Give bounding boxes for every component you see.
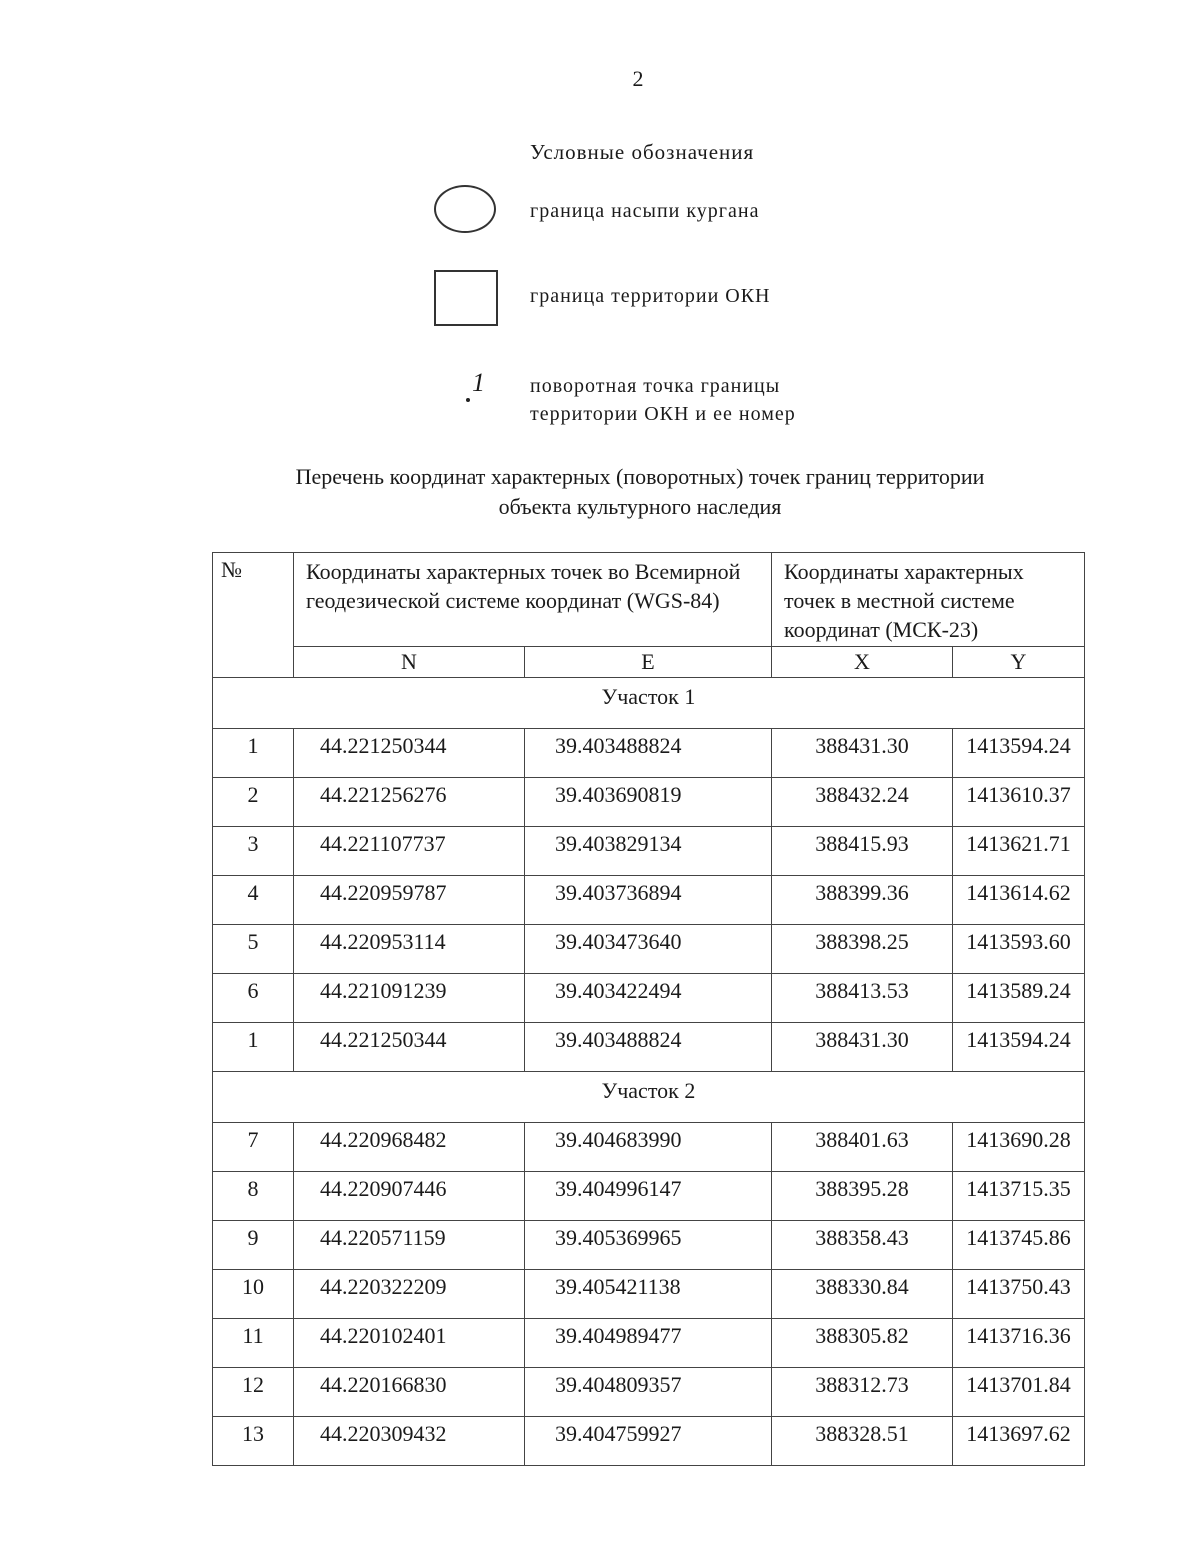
y-cell: 1413750.43: [953, 1270, 1085, 1319]
header-x: X: [772, 647, 953, 678]
n-cell: 44.220959787: [294, 876, 525, 925]
e-cell: 39.404989477: [525, 1319, 772, 1368]
n-cell: 44.220166830: [294, 1368, 525, 1417]
x-cell: 388312.73: [772, 1368, 953, 1417]
x-cell: 388398.25: [772, 925, 953, 974]
n-cell: 44.220968482: [294, 1123, 525, 1172]
table-row: [213, 1123, 1085, 1172]
point-number-cell: 11: [213, 1319, 294, 1368]
y-cell: 1413701.84: [953, 1368, 1085, 1417]
legend-title: Условные обозначения: [530, 140, 755, 164]
e-cell: 39.405369965: [525, 1221, 772, 1270]
table-heading: [180, 462, 1100, 522]
x-cell: 388358.43: [772, 1221, 953, 1270]
n-cell: 44.220322209: [294, 1270, 525, 1319]
table-row: [213, 827, 1085, 876]
header-msk: Координаты характерных точек в местной системе координат (МСК-23): [772, 553, 1085, 647]
n-cell: 44.220309432: [294, 1417, 525, 1466]
y-cell: 1413593.60: [953, 925, 1085, 974]
x-cell: 388305.82: [772, 1319, 953, 1368]
table-row: [213, 729, 1085, 778]
table-row: [213, 1172, 1085, 1221]
point-number-cell: 8: [213, 1172, 294, 1221]
header-num: №: [213, 553, 294, 678]
legend-label-mound: граница насыпи кургана: [530, 200, 760, 222]
table-heading-line2: объекта культурного наследия: [498, 494, 782, 519]
point-number-cell: 12: [213, 1368, 294, 1417]
x-cell: 388432.24: [772, 778, 953, 827]
e-cell: 39.403488824: [525, 1023, 772, 1072]
e-cell: 39.403829134: [525, 827, 772, 876]
n-cell: 44.221107737: [294, 827, 525, 876]
point-number-cell: 6: [213, 974, 294, 1023]
e-cell: 39.404809357: [525, 1368, 772, 1417]
point-number-cell: 3: [213, 827, 294, 876]
e-cell: 39.404759927: [525, 1417, 772, 1466]
x-cell: 388431.30: [772, 729, 953, 778]
table-row: [213, 1221, 1085, 1270]
table-header-row: [213, 553, 1085, 647]
y-cell: 1413610.37: [953, 778, 1085, 827]
x-cell: 388395.28: [772, 1172, 953, 1221]
legend-label-point-line2: территории ОКН и ее номер: [530, 403, 796, 425]
point-icon-number: 1: [472, 368, 485, 397]
n-cell: 44.221256276: [294, 778, 525, 827]
n-cell: 44.220907446: [294, 1172, 525, 1221]
header-y: Y: [953, 647, 1085, 678]
e-cell: 39.403422494: [525, 974, 772, 1023]
x-cell: 388413.53: [772, 974, 953, 1023]
point-number-cell: 10: [213, 1270, 294, 1319]
legend-item-point: [430, 368, 910, 442]
header-n: N: [294, 647, 525, 678]
section-title: Участок 1: [213, 678, 1085, 729]
y-cell: 1413621.71: [953, 827, 1085, 876]
y-cell: 1413594.24: [953, 729, 1085, 778]
x-cell: 388399.36: [772, 876, 953, 925]
point-number-cell: 9: [213, 1221, 294, 1270]
n-cell: 44.220571159: [294, 1221, 525, 1270]
e-cell: 39.403473640: [525, 925, 772, 974]
n-cell: 44.221250344: [294, 1023, 525, 1072]
table-row: [213, 1023, 1085, 1072]
y-cell: 1413690.28: [953, 1123, 1085, 1172]
x-cell: 388415.93: [772, 827, 953, 876]
n-cell: 44.221250344: [294, 729, 525, 778]
table-row: [213, 1417, 1085, 1466]
table-row: [213, 925, 1085, 974]
e-cell: 39.404996147: [525, 1172, 772, 1221]
e-cell: 39.403488824: [525, 729, 772, 778]
table-row: [213, 778, 1085, 827]
x-cell: 388330.84: [772, 1270, 953, 1319]
point-number-cell: 4: [213, 876, 294, 925]
legend-label-point-line1: поворотная точка границы: [530, 375, 781, 397]
table-body: [213, 678, 1085, 1466]
e-cell: 39.403690819: [525, 778, 772, 827]
y-cell: 1413697.62: [953, 1417, 1085, 1466]
legend-label-point: [530, 372, 796, 428]
y-cell: 1413589.24: [953, 974, 1085, 1023]
n-cell: 44.221091239: [294, 974, 525, 1023]
point-number-cell: 1: [213, 729, 294, 778]
e-cell: 39.405421138: [525, 1270, 772, 1319]
header-e: E: [525, 647, 772, 678]
y-cell: 1413594.24: [953, 1023, 1085, 1072]
y-cell: 1413614.62: [953, 876, 1085, 925]
table-heading-line1: Перечень координат характерных (поворотных) точек границ территории: [295, 464, 985, 489]
section-row: [213, 678, 1085, 729]
point-number-cell: 1: [213, 1023, 294, 1072]
legend-label-territory: граница территории ОКН: [530, 285, 771, 307]
e-cell: 39.404683990: [525, 1123, 772, 1172]
table-row: [213, 876, 1085, 925]
point-number-cell: 2: [213, 778, 294, 827]
point-number-cell: 7: [213, 1123, 294, 1172]
table-row: [213, 1319, 1085, 1368]
x-cell: 388328.51: [772, 1417, 953, 1466]
section-title: Участок 2: [213, 1072, 1085, 1123]
y-cell: 1413745.86: [953, 1221, 1085, 1270]
header-wgs: Координаты характерных точек во Всемирной геодезической системе координат (WGS-84): [294, 553, 772, 647]
n-cell: 44.220102401: [294, 1319, 525, 1368]
point-number-cell: 5: [213, 925, 294, 974]
y-cell: 1413715.35: [953, 1172, 1085, 1221]
x-cell: 388431.30: [772, 1023, 953, 1072]
table-row: [213, 1368, 1085, 1417]
legend-item-mound: [430, 185, 910, 255]
table-row: [213, 974, 1085, 1023]
section-row: [213, 1072, 1085, 1123]
table-row: [213, 1270, 1085, 1319]
legend-item-territory: [430, 270, 910, 340]
point-number-cell: 13: [213, 1417, 294, 1466]
page-number: 2: [632, 66, 644, 91]
y-cell: 1413716.36: [953, 1319, 1085, 1368]
e-cell: 39.403736894: [525, 876, 772, 925]
x-cell: 388401.63: [772, 1123, 953, 1172]
n-cell: 44.220953114: [294, 925, 525, 974]
table-subheader-row: [213, 647, 1085, 678]
coordinates-table: [212, 552, 1085, 1466]
